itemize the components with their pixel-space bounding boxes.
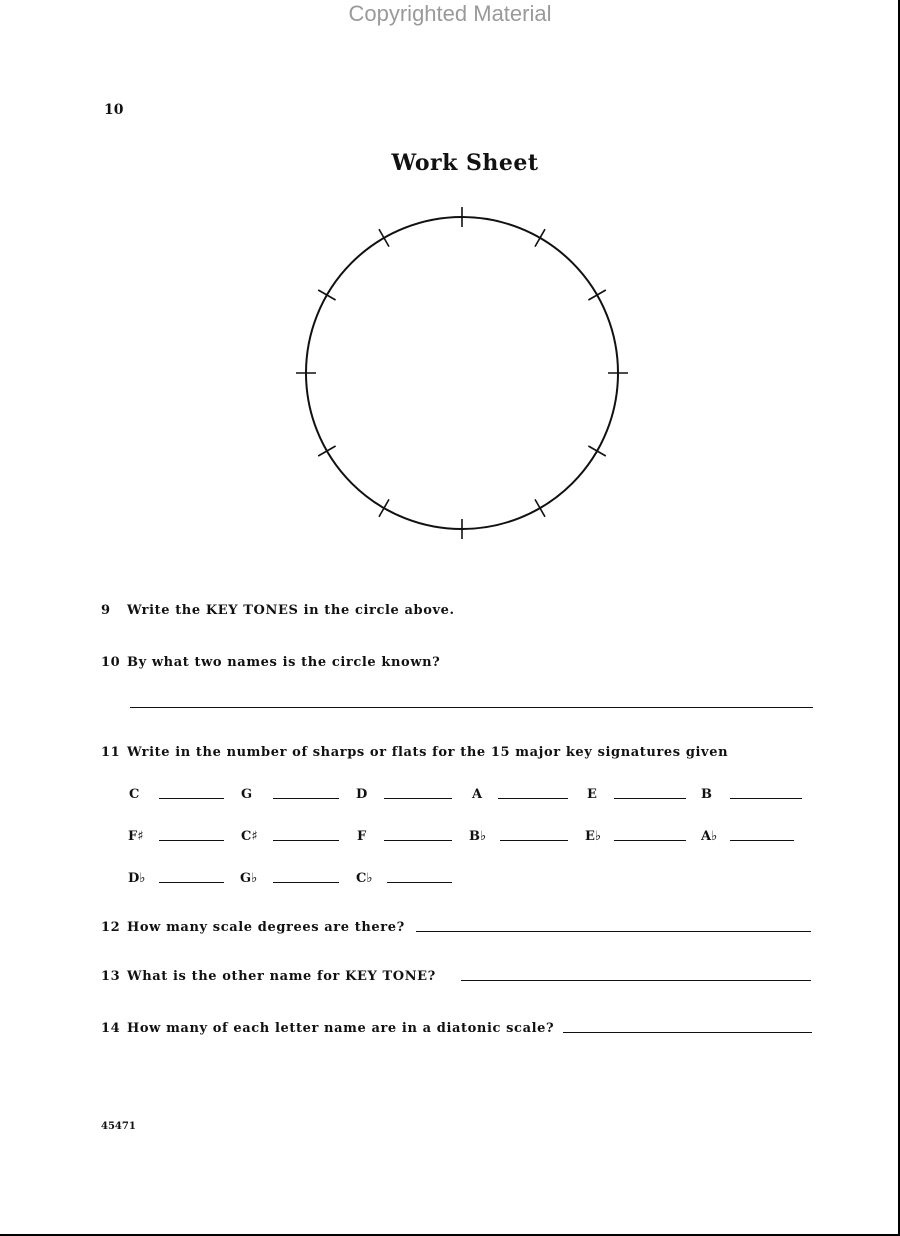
key-label: C [129, 787, 140, 802]
key-answer-line[interactable] [614, 798, 686, 799]
question-text: How many scale degrees are there? [127, 920, 405, 935]
question-number: 12 [101, 920, 121, 935]
question-text: Write in the number of sharps or flats for the 15 major key signatures given [127, 745, 729, 760]
key-label: C♯ [241, 829, 258, 844]
answer-line-14[interactable] [563, 1032, 812, 1033]
key-answer-line[interactable] [387, 882, 452, 883]
key-answer-line[interactable] [273, 882, 339, 883]
key-answer-line[interactable] [273, 798, 339, 799]
key-answer-line[interactable] [159, 882, 224, 883]
circle-tick-mark [535, 499, 545, 516]
question-13 [101, 969, 436, 984]
catalog-number: 45471 [101, 1121, 136, 1132]
key-answer-line[interactable] [159, 798, 224, 799]
key-label: F [357, 829, 367, 844]
key-label: D [356, 787, 368, 802]
circle-outline [306, 217, 618, 529]
circle-tick-mark [379, 499, 389, 516]
circle-tick-mark [588, 446, 605, 456]
question-12 [101, 920, 405, 935]
question-text: Write the KEY TONES in the circle above. [127, 603, 455, 618]
question-number: 10 [101, 655, 121, 670]
circle-tick-mark [318, 290, 335, 300]
key-label: E♭ [585, 829, 602, 844]
copyright-watermark: Copyrighted Material [348, 1, 552, 26]
circle-tick-mark [379, 229, 389, 246]
page-number: 10 [104, 102, 124, 118]
key-answer-line[interactable] [500, 840, 568, 841]
question-number: 9 [101, 603, 111, 618]
answer-line-10[interactable] [130, 707, 813, 708]
circle-tick-mark [535, 229, 545, 246]
key-label: F♯ [128, 829, 144, 844]
circle-tick-mark [588, 290, 605, 300]
key-label: B [701, 787, 712, 802]
question-text: By what two names is the circle known? [127, 655, 441, 670]
key-label: E [587, 787, 597, 802]
answer-line-13[interactable] [461, 980, 811, 981]
question-10 [101, 655, 440, 670]
question-text: What is the other name for KEY TONE? [127, 969, 436, 984]
key-answer-line[interactable] [159, 840, 224, 841]
key-answer-line[interactable] [498, 798, 568, 799]
key-label: G [241, 787, 253, 802]
key-answer-line[interactable] [384, 840, 452, 841]
key-label: D♭ [128, 871, 146, 886]
key-answer-line[interactable] [614, 840, 686, 841]
key-label: G♭ [240, 871, 258, 886]
question-text: How many of each letter name are in a diatonic scale? [127, 1021, 555, 1036]
key-label: B♭ [469, 829, 487, 844]
key-tones-circle [290, 205, 635, 540]
key-answer-line[interactable] [384, 798, 452, 799]
circle-tick-mark [318, 446, 335, 456]
answer-line-12[interactable] [416, 931, 811, 932]
question-number: 14 [101, 1021, 121, 1036]
question-number: 11 [101, 745, 121, 760]
question-9 [101, 603, 455, 618]
key-answer-line[interactable] [273, 840, 339, 841]
question-number: 13 [101, 969, 121, 984]
page-title: Work Sheet [391, 150, 539, 176]
key-label: A♭ [701, 829, 718, 844]
key-answer-line[interactable] [730, 840, 794, 841]
question-14 [101, 1021, 554, 1036]
question-11 [101, 745, 728, 760]
key-label: C♭ [356, 871, 373, 886]
key-answer-line[interactable] [730, 798, 802, 799]
key-label: A [472, 787, 483, 802]
